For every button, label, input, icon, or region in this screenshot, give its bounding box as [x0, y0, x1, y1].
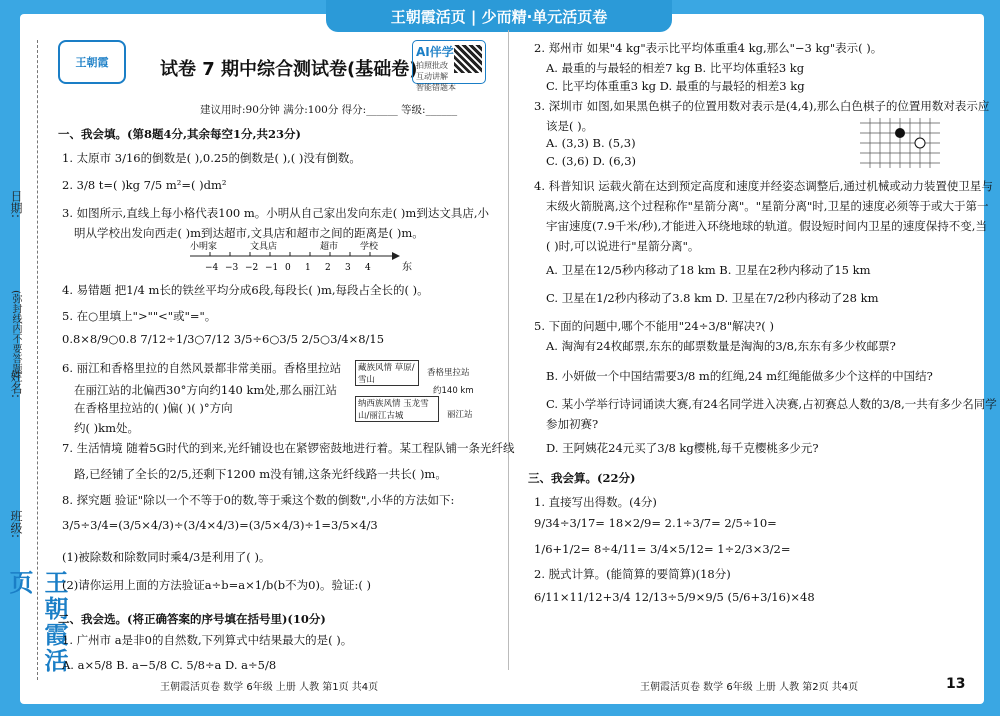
- right-line-20: 1. 直接写出得数。(4分): [534, 495, 657, 509]
- number-line-label: 超市: [320, 242, 339, 252]
- number-line-tick-label: −1: [265, 263, 279, 273]
- number-line: [180, 240, 410, 274]
- number-line-tick-label: 1: [305, 263, 311, 273]
- right-line-9: 宇宙速度(7.9千米/秒),才能进入环绕地球的轨道。假设短时间内卫星的速度保持不变,当: [546, 219, 987, 233]
- left-line-16: (1)被除数和除数同时乘4/3是利用了( )。: [62, 550, 271, 564]
- sheet: [20, 14, 984, 704]
- right-line-12: C. 卫星在1/2秒内移动了3.8 km D. 卫星在7/2秒内移动了28 km: [546, 291, 879, 305]
- right-line-24: 6/11×11/12+3/4 12/13÷5/9×9/5 (5/6+3/16)×48: [534, 590, 815, 604]
- left-line-13: 路,已经铺了全长的2/5,还剩下1200 m没有铺,这条光纤线路一共长( )m。: [74, 467, 447, 481]
- right-line-0: 2. 郑州市 如果"4 kg"表示比平均体重重4 kg,那么"−3 kg"表示( )。: [534, 41, 883, 55]
- number-line-tick-label: −2: [245, 263, 259, 273]
- right-line-3: 3. 深圳市 如图,如果黑色棋子的位置用数对表示是(4,4),那么白色棋子的位置用数对表示应: [534, 99, 990, 113]
- logo: 王朝霞: [58, 40, 126, 84]
- number-line-tick-label: 2: [325, 263, 331, 273]
- map-label-1: 藏族风情 草原/雪山: [355, 360, 419, 386]
- footer-right: 王朝霞活页卷 数学 6年级 上册 人教 第2页 共4页: [640, 682, 859, 693]
- left-line-4: 明从学校出发向西走( )m到达超市,文具店和超市之间的距离是( )m。: [74, 226, 424, 240]
- ai-line-3: 智能错题本: [416, 83, 456, 92]
- page-divider: [508, 30, 509, 670]
- right-line-5: A. (3,3) B. (5,3): [546, 136, 636, 150]
- left-line-15: 3/5÷3/4=(3/5×4/3)÷(3/4×4/3)=(3/5×4/3)÷1=3/5×4/3: [62, 518, 378, 532]
- map-label-4: 纳西族风情 玉龙雪山/丽江古城: [355, 396, 439, 422]
- map-label-2: 香格里拉站: [427, 368, 470, 378]
- number-line-end: 东: [402, 262, 412, 273]
- footer-left: 王朝霞活页卷 数学 6年级 上册 人教 第1页 共4页: [160, 682, 379, 693]
- exam-meta: 建议用时:90分钟 满分:100分 得分:______ 等级:______: [200, 104, 458, 116]
- right-line-11: A. 卫星在12/5秒内移动了18 km B. 卫星在2秒内移动了15 km: [546, 263, 871, 277]
- map-diagram: [355, 360, 495, 426]
- left-line-17: (2)请你运用上面的方法验证a÷b=a×1/b(b不为0)。验证:( ): [62, 578, 371, 592]
- page-number: 13: [946, 676, 966, 692]
- ai-line-1: 拍照批改: [416, 61, 448, 70]
- sidebar: [0, 40, 68, 690]
- left-line-2: 2. 3/8 t=( )kg 7/5 m²=( )dm²: [62, 178, 227, 192]
- qr-code-icon: [454, 45, 482, 73]
- ai-line-2: 互动讲解: [416, 72, 448, 81]
- right-line-14: A. 淘淘有24枚邮票,东东的邮票数量是淘淘的3/8,东东有多少枚邮票?: [546, 339, 896, 353]
- right-line-17: 参加初赛?: [546, 417, 599, 431]
- number-line-tick-label: 0: [285, 263, 291, 273]
- left-line-8: 6. 丽江和香格里拉的自然风景都非常美丽。香格里拉站: [62, 361, 342, 375]
- right-line-22: 1/6+1/2= 8÷4/11= 3/4×5/12= 1÷2/3×3/2=: [534, 542, 791, 556]
- left-line-6: 5. 在○里填上">""<"或"="。: [62, 309, 217, 323]
- right-line-15: B. 小妍做一个中国结需要3/8 m的红绳,24 m红绳能做多少个这样的中国结?: [546, 369, 933, 383]
- number-line-label: 小明家: [190, 242, 218, 252]
- right-line-21: 9/34÷3/17= 18×2/9= 2.1÷3/7= 2/5÷10=: [534, 516, 777, 530]
- map-label-5: 丽江站: [447, 410, 473, 420]
- white-piece: [915, 138, 925, 148]
- exam-title: 试卷 7 期中综合测试卷(基础卷): [160, 59, 418, 80]
- number-line-tick-label: 4: [365, 263, 371, 273]
- seal-line: [37, 40, 38, 680]
- right-line-1: A. 最重的与最轻的相差7 kg B. 比平均体重轻3 kg: [546, 61, 805, 75]
- right-line-7: 4. 科普知识 运载火箭在达到预定高度和速度并经姿态调整后,通过机械或动力装置使卫星与: [534, 179, 993, 193]
- right-line-23: 2. 脱式计算。(能简算的要简算)(18分): [534, 567, 731, 581]
- right-line-16: C. 某小学举行诗词诵读大赛,有24名同学进入决赛,占初赛总人数的3/8,一共有多少名同学: [546, 397, 997, 411]
- right-line-10: ( )时,可以说进行"星箭分离"。: [546, 239, 700, 253]
- right-line-2: C. 比平均体重重3 kg D. 最重的与最轻的相差3 kg: [546, 79, 805, 93]
- left-line-14: 8. 探究题 验证"除以一个不等于0的数,等于乘这个数的倒数",小华的方法如下:: [62, 493, 455, 507]
- left-line-9: 在丽江站的北偏西30°方向约140 km处,那么丽江站: [74, 383, 338, 397]
- map-label-3: 约140 km: [433, 386, 474, 396]
- black-piece: [895, 128, 905, 138]
- number-line-tick-label: −4: [205, 263, 219, 273]
- class-label: 班级:: [9, 510, 23, 539]
- left-line-5: 4. 易错题 把1/4 m长的铁丝平均分成6段,每段长( )m,每段占全长的( )。: [62, 283, 429, 297]
- number-line-label: 学校: [360, 242, 379, 252]
- ai-box: [412, 40, 486, 92]
- left-line-3: 3. 如图所示,直线上每小格代表100 m。小明从自己家出发向东走( )m到达文具店,小: [62, 206, 489, 220]
- right-line-18: D. 王阿姨花24元买了3/8 kg樱桃,每千克樱桃多少元?: [546, 441, 819, 455]
- left-line-0: 一、我会填。(第8题4分,其余每空1分,共23分): [58, 127, 301, 141]
- name-label: 姓名:: [9, 370, 23, 399]
- left-line-7: 0.8×8/9○0.8 7/12÷1/3○7/12 3/5÷6○3/5 2/5○3/4×8/15: [62, 332, 385, 346]
- left-line-11: 约( )km处。: [74, 421, 140, 435]
- left-line-20: A. a×5/8 B. a−5/8 C. 5/8÷a D. a÷5/8: [62, 658, 277, 672]
- left-line-10: 在香格里拉站的( )偏( )( )°方向: [74, 401, 233, 415]
- right-line-4: 该是( )。: [546, 119, 594, 133]
- brand-vertical: 王朝霞活页: [5, 570, 68, 674]
- grid-figure: [860, 118, 942, 168]
- right-line-13: 5. 下面的问题中,哪个不能用"24÷3/8"解决?( ): [534, 319, 774, 333]
- ai-title: AI伴学: [416, 45, 454, 59]
- number-line-label: 文具店: [250, 242, 278, 252]
- right-line-19: 三、我会算。(22分): [528, 471, 636, 485]
- number-line-tick-label: −3: [225, 263, 239, 273]
- right-line-8: 末级火箭脱离,这个过程称作"星箭分离"。"星箭分离"时,卫星的速度必须等于或大于第一: [546, 199, 989, 213]
- left-line-18: 二、我会选。(将正确答案的序号填在括号里)(10分): [58, 612, 326, 626]
- header-banner: 王朝霞活页 | 少而精·单元活页卷: [326, 0, 672, 32]
- left-line-12: 7. 生活情境 随着5G时代的到来,光纤铺设也在紧锣密鼓地进行着。某工程队铺一条光纤线: [62, 441, 515, 455]
- left-line-19: 1. 广州市 a是非0的自然数,下列算式中结果最大的是( )。: [62, 633, 353, 647]
- left-line-1: 1. 太原市 3/16的倒数是( ),0.25的倒数是( ),( )没有倒数。: [62, 151, 361, 165]
- seal-note: (弥封线内不要答题): [10, 290, 21, 378]
- right-line-6: C. (3,6) D. (6,3): [546, 154, 637, 168]
- number-line-tick-label: 3: [345, 263, 351, 273]
- date-label: 日期:: [9, 190, 23, 219]
